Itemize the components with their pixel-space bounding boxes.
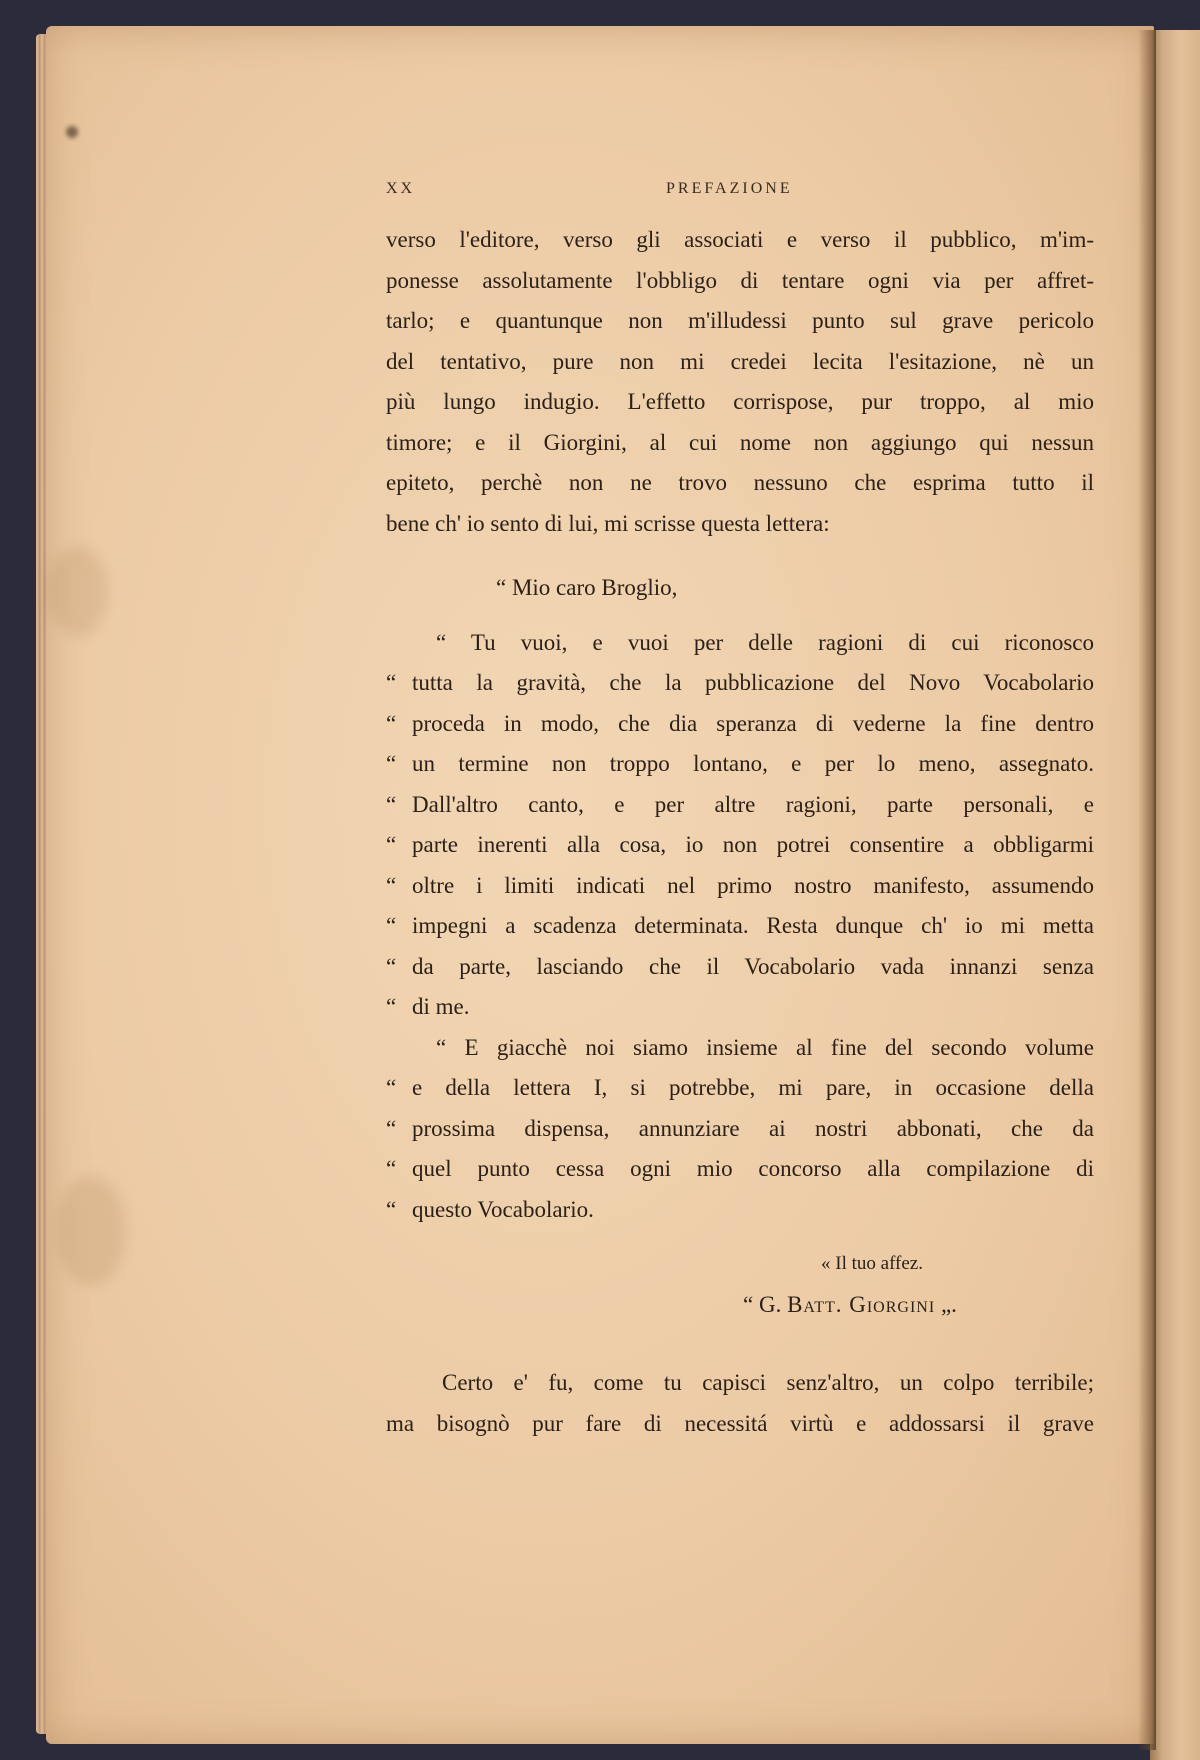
book-gutter — [1138, 30, 1156, 1750]
quoted-line — [386, 1149, 1094, 1190]
quote-mark: “ — [386, 994, 397, 1019]
signature-name: Batt. Giorgini — [787, 1291, 936, 1317]
quote-mark: “ — [386, 832, 397, 857]
quote-mark: “ — [386, 1075, 397, 1100]
text-line: prossima dispensa, annunziare ai nostri abbonati, che da — [412, 1115, 1094, 1141]
paper-stain — [56, 1176, 126, 1286]
page-number: XX — [386, 180, 416, 197]
facing-page-edge — [1150, 30, 1200, 1760]
quoted-line — [386, 825, 1094, 866]
text-line: questo Vocabolario. — [412, 1196, 594, 1222]
text-line: verso l'editore, verso gli associati e verso il pubblico, m'im- — [386, 227, 1094, 252]
text-line: ponesse assolutamente l'obbligo di tentare ogni via per affret- — [386, 267, 1094, 293]
text-line: quel punto cessa ogni mio concorso alla compilazione di — [412, 1156, 1094, 1181]
text-line: da parte, lasciando che il Vocabolario vada innanzi senza — [412, 953, 1094, 979]
quoted-line — [386, 906, 1094, 947]
quote-mark: “ — [386, 751, 397, 776]
paragraph-1 — [386, 220, 1094, 544]
text-line: proceda in modo, che dia speranza di vederne la fine dentro — [412, 710, 1094, 736]
quote-mark: “ — [386, 953, 397, 979]
text-line: bene ch' io sento di lui, mi scrisse questa lettera: — [386, 510, 830, 536]
quote-mark: “ — [386, 670, 397, 695]
quoted-line — [386, 785, 1094, 826]
text-line: e della lettera I, si potrebbe, mi pare, in occasione della — [412, 1075, 1094, 1100]
quoted-line — [386, 744, 1094, 785]
page-body — [386, 220, 1094, 1444]
running-title: PREFAZIONE — [666, 180, 793, 197]
text-line: oltre i limiti indicati nel primo nostro manifesto, assumendo — [412, 872, 1094, 898]
quote-mark: “ — [386, 791, 397, 817]
quoted-line — [386, 1109, 1094, 1150]
ink-spot — [66, 126, 78, 138]
text-line: Dall'altro canto, e per altre ragioni, parte personali, e — [412, 791, 1094, 817]
running-head — [386, 180, 1094, 204]
text-line: di me. — [412, 994, 470, 1019]
quote-mark: “ — [386, 1115, 397, 1141]
quoted-line — [386, 663, 1094, 704]
signature-prefix: “ G. — [743, 1291, 788, 1317]
text-line: timore; e il Giorgini, al cui nome non aggiungo qui nessun — [386, 429, 1094, 455]
letter-paragraph-2 — [386, 1028, 1094, 1231]
quoted-line — [386, 704, 1094, 745]
text-line: epiteto, perchè non ne trovo nessuno che esprima tutto il — [386, 470, 1094, 495]
paragraph-2 — [386, 1363, 1094, 1444]
text-line: “ Tu vuoi, e vuoi per delle ragioni di cui riconosco — [436, 629, 1094, 655]
letter-closing: « Il tuo affez. — [821, 1253, 923, 1274]
text-line: impegni a scadenza determinata. Resta dunque ch' io mi metta — [412, 913, 1094, 938]
letter-salutation: “ Mio caro Broglio, — [496, 575, 678, 600]
text-line: del tentativo, pure non mi credei lecita l'esitazione, nè un — [386, 348, 1094, 374]
quoted-line — [386, 866, 1094, 907]
quoted-line — [386, 1068, 1094, 1109]
quote-mark: “ — [386, 710, 397, 736]
text-line: più lungo indugio. L'effetto corrispose, pur troppo, al mio — [386, 389, 1094, 414]
quote-mark: “ — [386, 913, 397, 938]
paper-stain — [48, 546, 108, 636]
text-line: Certo e' fu, come tu capisci senz'altro, un colpo terribile; — [442, 1370, 1094, 1395]
quoted-line — [386, 987, 1094, 1028]
text-line: parte inerenti alla cosa, io non potrei consentire a obbligarmi — [412, 832, 1094, 857]
text-line: tarlo; e quantunque non m'illudessi punto sul grave pericolo — [386, 308, 1094, 333]
text-line: tutta la gravità, che la pubblicazione del Novo Vocabolario — [412, 670, 1094, 695]
letter-paragraph-1 — [386, 623, 1094, 1028]
quote-mark: “ — [386, 1196, 397, 1222]
letter-signature — [386, 1285, 1094, 1326]
quoted-line — [386, 947, 1094, 988]
text-line: ma bisognò pur fare di necessitá virtù e addossarsi il grave — [386, 1410, 1094, 1436]
quote-mark: “ — [386, 1156, 397, 1181]
quoted-line — [386, 1190, 1094, 1231]
signature-suffix: „. — [935, 1291, 957, 1317]
text-line: “ E giacchè noi siamo insieme al fine del secondo volume — [436, 1034, 1094, 1060]
text-line: un termine non troppo lontano, e per lo meno, assegnato. — [412, 751, 1094, 776]
quote-mark: “ — [386, 872, 397, 898]
